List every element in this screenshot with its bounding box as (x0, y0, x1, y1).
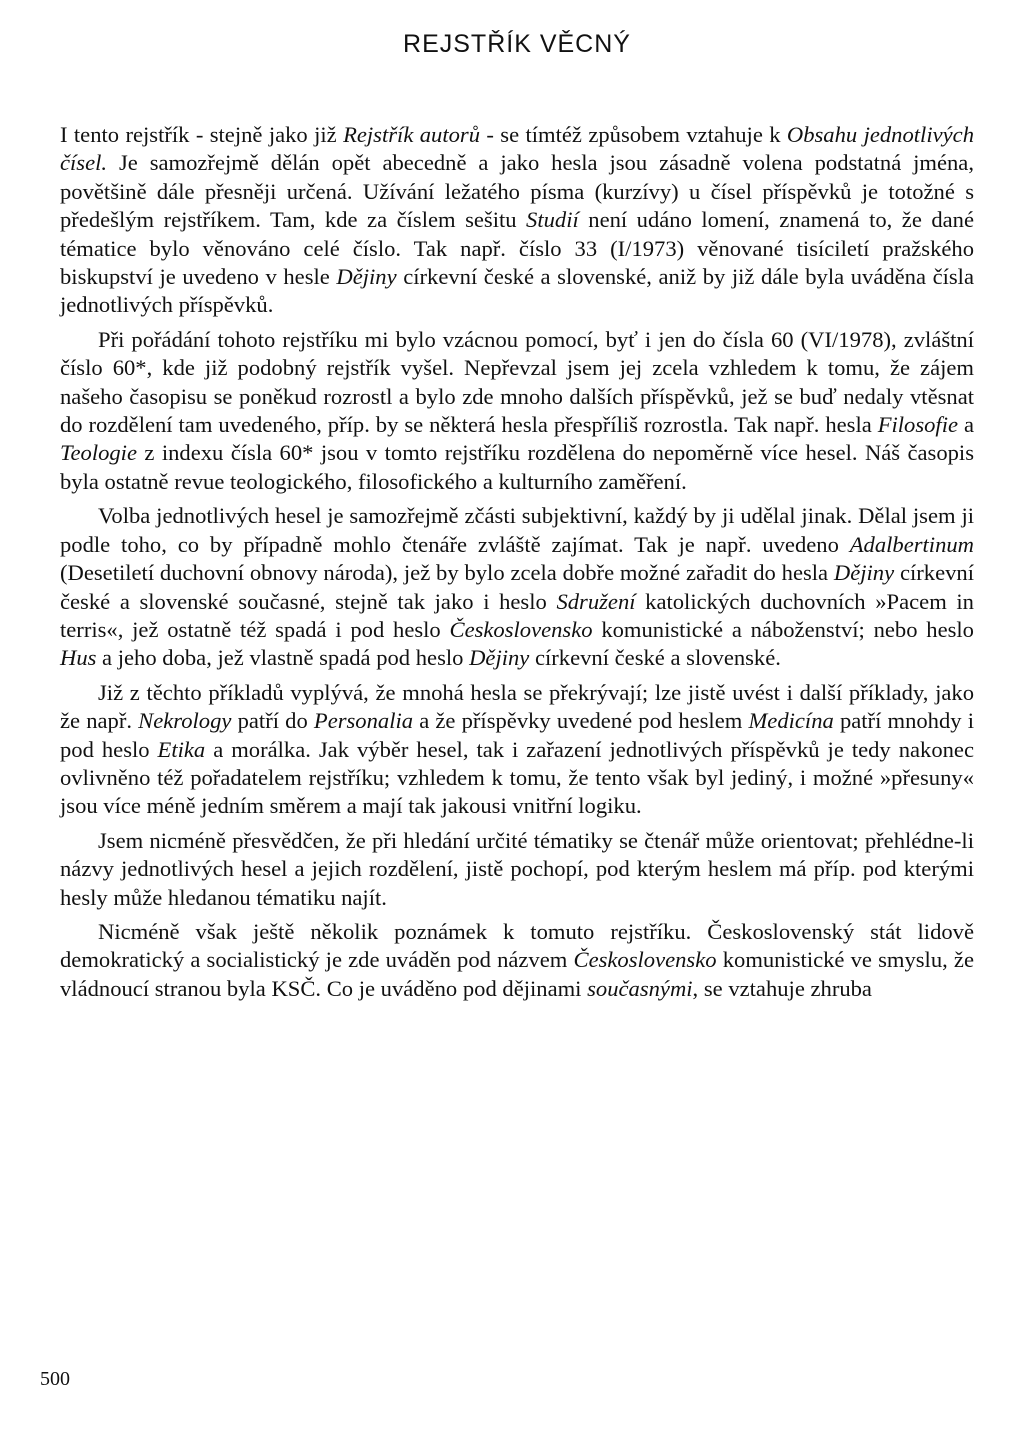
text-run: patří mnohdy i pod heslo (60, 708, 974, 762)
italic-term: Hus (60, 645, 97, 671)
italic-term: Personalia (313, 708, 414, 734)
text-run: I tento rejstřík - stejně jako již (60, 122, 344, 147)
italic-term: Adalbertinum (849, 531, 974, 557)
text-run: Nicméně však ještě několik poznámek k tomuto rejstříku. Československý stát lidově demokratický a socialistický je zde uváděn pod názvem (60, 918, 974, 973)
text-run: církevní české a slovenské současné, stejně tak jako i heslo (60, 560, 974, 614)
body-text (60, 121, 974, 1003)
italic-term: Československo (449, 616, 593, 642)
italic-term: Etika (157, 736, 206, 762)
text-run: není udáno lomení, znamená to, že dané tématice bylo věnováno celé číslo. Tak např. číslo 33 (I/1973) věnované tisíciletí pražského biskupství je uvedeno v hesle (60, 207, 974, 290)
text-run: (Desetiletí duchovní obnovy národa), jež by bylo zcela dobře možné zařadit do hesla (60, 560, 834, 586)
italic-term: Sdružení (556, 588, 636, 614)
italic-term: Studií (526, 207, 579, 233)
text-run: komunistické a náboženství; nebo heslo (592, 616, 974, 642)
text-run: a že příspěvky uvedené pod heslem (413, 708, 749, 734)
text-run: Volba jednotlivých hesel je samozřejmě zčásti subjektivní, každý by ji udělal jinak. Dělal jsem ji podle toho, co by případně mohlo čtenáře zvláště zajímat. Tak je např. uvedeno (60, 503, 974, 557)
italic-term: současnými (587, 975, 693, 1001)
text-run: z indexu čísla 60* jsou v tomto rejstříku rozdělena do nepoměrně více hesel. Náš časopis byla ostatně revue teologického, filosofického a kulturního zaměření. (60, 440, 974, 494)
italic-term: Dějiny (833, 560, 895, 586)
text-run: komunistické ve smyslu, že vládnoucí stranou byla KSČ. Co je uváděno pod dějinami (60, 947, 974, 1001)
document-page (60, 30, 974, 1003)
italic-term: Filosofie (877, 412, 959, 438)
text-run: církevní české a slovenské. (529, 645, 781, 671)
italic-term: Dějiny (336, 264, 397, 290)
paragraph-overlaps (60, 679, 974, 821)
italic-term: Dějiny (469, 645, 530, 671)
italic-term: Teologie (60, 440, 137, 466)
text-run: - se tímtéž způsobem vztahuje k (480, 122, 787, 147)
text-run: patří do (231, 708, 314, 734)
text-run: katolických duchovních »Pacem in terris«, jež ostatně též spadá i pod heslo (60, 588, 974, 642)
text-run: a morálka. Jak výběr hesel, tak i zařazení jednotlivých příspěvků je tedy nakonec ovlivněno též pořadatelem rejstříku; vzhledem k tomu, že tento však byl jediný, i možné »přesuny« jsou více méně jedním směrem a mají tak jakousi vnitřní logiku. (60, 736, 974, 819)
text-run: církevní české a slovenské, aniž by již dále byla uváděna čísla jednotlivých příspěvků. (60, 264, 974, 318)
italic-term: Nekrology (138, 708, 232, 734)
text-run: Jsem nicméně přesvědčen, že při hledání určité tématiky se čtenář může orientovat; přehlédne-li názvy jednotlivých hesel a jejich rozdělení, jistě pochopí, pod kterým heslem má příp. pod kterými hesly může hledanou tématiku najít. (60, 827, 974, 910)
text-run: a (958, 412, 974, 438)
page-number: 500 (40, 1368, 70, 1390)
paragraph-sources (60, 326, 974, 496)
italic-term: Československo (573, 947, 717, 973)
page-title: REJSTŘÍK VĚCNÝ (403, 30, 631, 58)
text-run: , se vztahuje zhruba (692, 975, 872, 1001)
text-run: Při pořádání tohoto rejstříku mi bylo vzácnou pomocí, byť i jen do čísla 60 (VI/1978), zvláštní číslo 60*, kde již podobný rejstřík vyšel. Nepřevzal jsem jej zcela vzhledem k tomu, že zájem našeho časopisu se poněkud rozrostl a bylo zde mnoho dalších příspěvků, jež se buď nedaly vtěsnat do rozdělení tam uvedeného, příp. by se některá hesla přespříliš rozrostla. Tak např. hesla (60, 326, 974, 438)
italic-term: Rejstřík autorů (343, 122, 480, 147)
paragraph-notes (60, 918, 974, 1003)
paragraph-intro (60, 121, 974, 320)
italic-term: Medicína (748, 708, 834, 734)
italic-term: Obsahu jednotlivých čísel. (60, 122, 974, 176)
text-run: a jeho doba, jež vlastně spadá pod heslo (96, 645, 470, 671)
text-run: Již z těchto příkladů vyplývá, že mnohá hesla se překrývají; lze jistě uvést i další příklady, jako že např. (60, 679, 974, 734)
text-run: Je samozřejmě dělán opět abecedně a jako hesla jsou zásadně volena podstatná jména, povětšině dále přesněji určená. Užívání ležatého písma (kurzívy) u čísel příspěvků je totožné s předešlým rejstříkem. Tam, kde za číslem sešitu (60, 150, 974, 233)
paragraph-selection (60, 502, 974, 672)
paragraph-orientation (60, 827, 974, 912)
